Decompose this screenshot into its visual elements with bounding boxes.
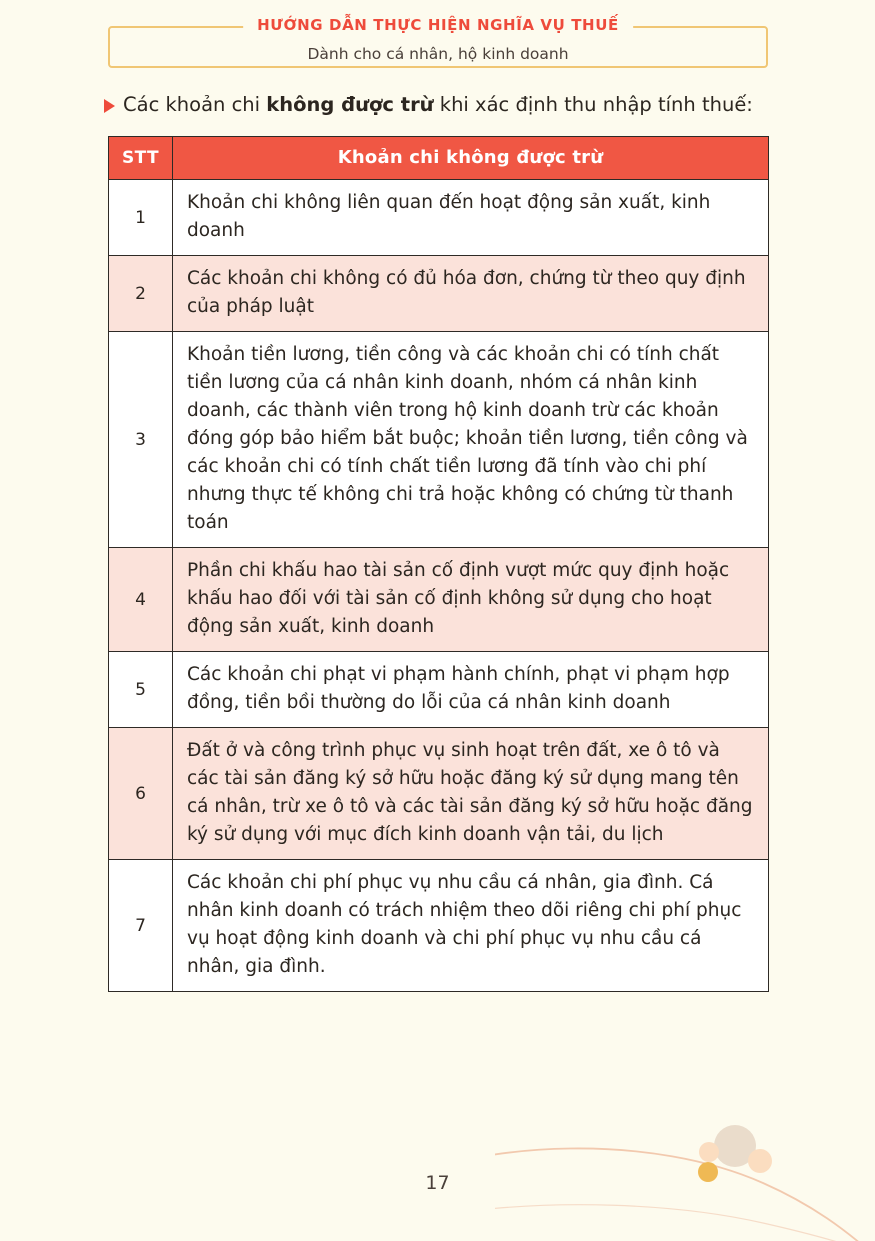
intro-text-before: Các khoản chi bbox=[123, 93, 267, 116]
row-description-cell: Khoản tiền lương, tiền công và các khoản chi có tính chất tiền lương của cá nhân kinh doanh, nhóm cá nhân kinh doanh, các thành viên trong hộ kinh doanh trừ các khoản đóng góp bảo hiểm bắt buộc; khoản tiền lương, tiền công và các khoản chi có tính chất tiền lương đã tính vào chi phí nhưng thực tế không chi trả hoặc không có chứng từ thanh toán bbox=[173, 332, 769, 548]
row-description-cell: Các khoản chi phí phục vụ nhu cầu cá nhân, gia đình. Cá nhân kinh doanh có trách nhiệm theo dõi riêng chi phí phục vụ hoạt động kinh doanh và chi phí phục vụ nhu cầu cá nhân, gia đình. bbox=[173, 860, 769, 992]
table-row bbox=[109, 180, 769, 256]
decor-dot-large bbox=[714, 1125, 756, 1167]
decor-arc-lower bbox=[495, 1205, 875, 1241]
header-title-wrap bbox=[243, 15, 633, 35]
table-row bbox=[109, 332, 769, 548]
intro-text-bold: không được trừ bbox=[266, 93, 434, 116]
running-header bbox=[108, 16, 768, 68]
row-index-cell: 6 bbox=[109, 728, 173, 860]
row-description-cell: Các khoản chi phạt vi phạm hành chính, phạt vi phạm hợp đồng, tiền bồi thường do lỗi của cá nhân kinh doanh bbox=[173, 652, 769, 728]
row-index-cell: 3 bbox=[109, 332, 173, 548]
header-title: HƯỚNG DẪN THỰC HIỆN NGHĨA VỤ THUẾ bbox=[257, 16, 619, 34]
intro-text bbox=[123, 92, 753, 118]
row-description-cell: Các khoản chi không có đủ hóa đơn, chứng từ theo quy định của pháp luật bbox=[173, 256, 769, 332]
table-row bbox=[109, 652, 769, 728]
table-row bbox=[109, 860, 769, 992]
row-index-cell: 4 bbox=[109, 548, 173, 652]
table-row bbox=[109, 256, 769, 332]
row-description-cell: Phần chi khấu hao tài sản cố định vượt mức quy định hoặc khấu hao đối với tài sản cố định không sử dụng cho hoạt động sản xuất, kinh doanh bbox=[173, 548, 769, 652]
table-row bbox=[109, 548, 769, 652]
header-subtitle: Dành cho cá nhân, hộ kinh doanh bbox=[307, 45, 569, 63]
decor-dot-small-right bbox=[748, 1149, 772, 1173]
table-header-row bbox=[109, 137, 769, 180]
row-index-cell: 5 bbox=[109, 652, 173, 728]
decor-arc-upper bbox=[495, 1148, 867, 1241]
row-index-cell: 1 bbox=[109, 180, 173, 256]
intro-text-after: khi xác định thu nhập tính thuế: bbox=[433, 93, 753, 116]
table-header bbox=[109, 137, 769, 180]
table-row bbox=[109, 728, 769, 860]
table-body bbox=[109, 180, 769, 992]
row-description-cell: Khoản chi không liên quan đến hoạt động sản xuất, kinh doanh bbox=[173, 180, 769, 256]
column-header-stt: STT bbox=[109, 137, 173, 180]
triangle-right-icon bbox=[104, 99, 115, 113]
footer-decoration bbox=[495, 1091, 875, 1241]
decor-dot-small-left bbox=[699, 1142, 719, 1162]
page-number: 17 bbox=[425, 1172, 450, 1194]
row-index-cell: 2 bbox=[109, 256, 173, 332]
non-deductible-expenses-table bbox=[108, 136, 769, 992]
row-description-cell: Đất ở và công trình phục vụ sinh hoạt trên đất, xe ô tô và các tài sản đăng ký sở hữu hoặc đăng ký sử dụng mang tên cá nhân, trừ xe ô tô và các tài sản đăng ký sở hữu hoặc đăng ký sử dụng với mục đích kinh doanh vận tải, du lịch bbox=[173, 728, 769, 860]
intro-line bbox=[104, 92, 753, 118]
row-index-cell: 7 bbox=[109, 860, 173, 992]
column-header-description: Khoản chi không được trừ bbox=[173, 137, 769, 180]
